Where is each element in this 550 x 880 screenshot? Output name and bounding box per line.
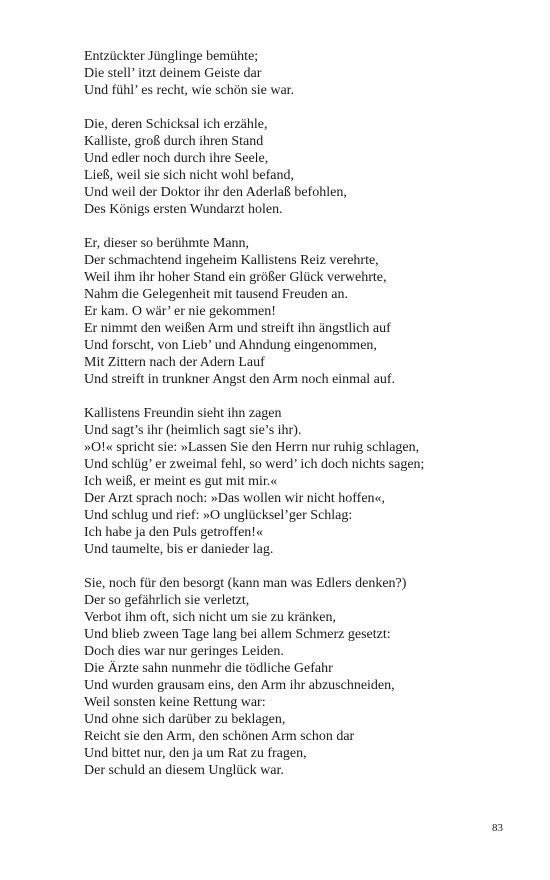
stanza bbox=[84, 48, 524, 99]
verse-line: Und bittet nur, den ja um Rat zu fragen, bbox=[84, 746, 307, 761]
verse-line: Und edler noch durch ihre Seele, bbox=[84, 151, 269, 166]
verse-line: Des Königs ersten Wundarzt holen. bbox=[84, 202, 283, 217]
verse-line: Der so gefährlich sie verletzt, bbox=[84, 593, 250, 608]
verse-line: Er, dieser so berühmte Mann, bbox=[84, 236, 250, 251]
verse-line: Und ohne sich darüber zu beklagen, bbox=[84, 712, 286, 727]
verse-line: Er nimmt den weißen Arm und streift ihn ängstlich auf bbox=[84, 321, 391, 336]
verse-line: Und schlug und rief: »O unglücksel’ger Schlag: bbox=[84, 508, 353, 523]
verse-line: Und fühl’ es recht, wie schön sie war. bbox=[84, 83, 295, 98]
verse-line: Ich weiß, er meint es gut mit mir.« bbox=[84, 474, 278, 489]
verse-line: »O!« spricht sie: »Lassen Sie den Herrn nur ruhig schlagen, bbox=[84, 440, 420, 455]
verse-line: Der schmachtend ingeheim Kallistens Reiz verehrte, bbox=[84, 253, 379, 268]
verse-line: Und taumelte, bis er danieder lag. bbox=[84, 542, 274, 557]
poem-text bbox=[84, 48, 524, 779]
verse-line: Und wurden grausam eins, den Arm ihr abzuschneiden, bbox=[84, 678, 395, 693]
verse-line: Und weil der Doktor ihr den Aderlaß befohlen, bbox=[84, 185, 347, 200]
verse-line: Und streift in trunkner Angst den Arm noch einmal auf. bbox=[84, 372, 396, 387]
verse-line: Weil ihm ihr hoher Stand ein größer Glück verwehrte, bbox=[84, 270, 387, 285]
verse-line: Verbot ihm oft, sich nicht um sie zu kränken, bbox=[84, 610, 336, 625]
verse-line: Doch dies war nur geringes Leiden. bbox=[84, 644, 284, 659]
stanza bbox=[84, 575, 524, 779]
verse-line: Sie, noch für den besorgt (kann man was Edlers denken?) bbox=[84, 576, 407, 591]
stanza bbox=[84, 116, 524, 218]
verse-line: Der Arzt sprach noch: »Das wollen wir nicht hoffen«, bbox=[84, 491, 386, 506]
verse-line: Und schlüg’ er zweimal fehl, so werd’ ich doch nichts sagen; bbox=[84, 457, 425, 472]
verse-line: Kalliste, groß durch ihren Stand bbox=[84, 134, 264, 149]
verse-line: Die Ärzte sahn nunmehr die tödliche Gefahr bbox=[84, 661, 333, 676]
verse-line: Und sagt’s ihr (heimlich sagt sie’s ihr). bbox=[84, 423, 302, 438]
verse-line: Und forscht, von Lieb’ und Ahndung eingenommen, bbox=[84, 338, 377, 353]
verse-line: Ließ, weil sie sich nicht wohl befand, bbox=[84, 168, 294, 183]
verse-line: Die, deren Schicksal ich erzähle, bbox=[84, 117, 268, 132]
verse-line: Reicht sie den Arm, den schönen Arm schon dar bbox=[84, 729, 355, 744]
stanza bbox=[84, 405, 524, 558]
verse-line: Entzückter Jünglinge bemühte; bbox=[84, 49, 259, 64]
verse-line: Kallistens Freundin sieht ihn zagen bbox=[84, 406, 282, 421]
verse-line: Ich habe ja den Puls getroffen!« bbox=[84, 525, 263, 540]
verse-line: Mit Zittern nach der Adern Lauf bbox=[84, 355, 265, 370]
verse-line: Der schuld an diesem Unglück war. bbox=[84, 763, 284, 778]
verse-line: Nahm die Gelegenheit mit tausend Freuden an. bbox=[84, 287, 348, 302]
page-number: 83 bbox=[492, 822, 503, 834]
stanza bbox=[84, 235, 524, 388]
verse-line: Die stell’ itzt deinem Geiste dar bbox=[84, 66, 262, 81]
verse-line: Er kam. O wär’ er nie gekommen! bbox=[84, 304, 276, 319]
verse-line: Weil sonsten keine Rettung war: bbox=[84, 695, 266, 710]
verse-line: Und blieb zween Tage lang bei allem Schmerz gesetzt: bbox=[84, 627, 391, 642]
